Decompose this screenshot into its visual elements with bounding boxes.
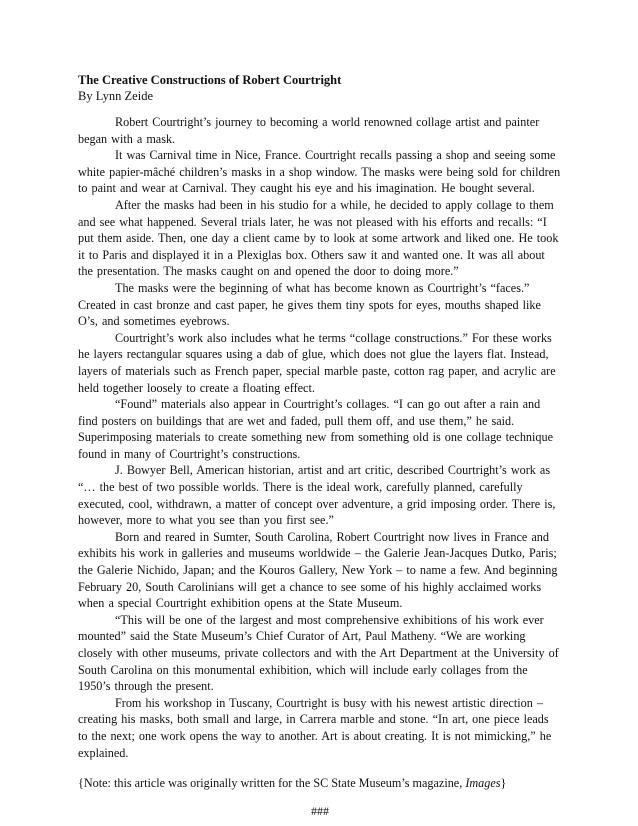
- paragraph: The masks were the beginning of what has become known as Courtright’s “faces.” Created in cast bronze and cast paper, he gives them tiny spots for eyes, mouths shaped like O’s, and sometimes eyebrows.: [78, 280, 541, 329]
- paragraph: “Found” materials also appear in Courtright’s collages. “I can go out after a rain and find posters on buildings that are wet and faded, pull them off, and use them,” he said. Superimposing materials to create something new from something old is one collage technique found in many of Courtright’s constructions.: [78, 397, 554, 461]
- paragraph: “This will be one of the largest and most comprehensive exhibitions of his work ever mounted” said the State Museum’s Chief Curator of Art, Paul Matheny. “We are working closely with other museums, private collectors and with the Art Department at the University of South Carolina on this monumental exhibition, which will include early collages from the 1950’s through the present.: [78, 612, 559, 694]
- paragraph: J. Bowyer Bell, American historian, artist and art critic, described Courtright’s work as “… the best of two possible worlds. There is the ideal work, carefully planned, carefully executed, cool, withdrawn, a matter of concept over adventure, a grid imposing order. There is, however, more to what you see than you first see.”: [78, 463, 556, 528]
- article: [78, 72, 562, 819]
- paragraph: After the masks had been in his studio for a while, he decided to apply collage to them and see what happened. Several trials later, he was not pleased with his efforts and recalls: “I put them aside. Then, one day a client came by to look at some artwork and liked one. He took it to Paris and displayed it in a Plexiglas box. Others saw it and wanted one. It was all about the presentation. The masks caught on and opened the door to doing more.”: [78, 197, 559, 279]
- article-title: The Creative Constructions of Robert Courtright: [78, 73, 342, 87]
- magazine-name: Images: [465, 776, 501, 791]
- paragraph: From his workshop in Tuscany, Courtright is busy with his newest artistic direction – creating his masks, both small and large, in Carrera marble and stone. “In art, one piece leads to the next; one work opens the way to another. Art is about creating. It is not mimicking,” he explained.: [78, 695, 552, 760]
- end-mark: ###: [311, 804, 329, 819]
- note-prefix: {Note: this article was originally written for the SC State Museum’s magazine,: [78, 776, 466, 791]
- note-suffix: }: [500, 776, 507, 791]
- paragraph: It was Carnival time in Nice, France. Courtright recalls passing a shop and seeing some white papier-mâché children’s masks in a shop window. The masks were being sold for children to paint and wear at Carnival. They caught his eye and his imagination. He bought several.: [78, 148, 561, 196]
- paragraph: Courtright’s work also includes what he terms “collage constructions.” For these works he layers rectangular squares using a dab of glue, which does not glue the layers flat. Instead, layers of materials such as French paper, special marble paste, cotton rag paper, and acrylic are held together loosely to create a floating effect.: [78, 330, 556, 395]
- editor-note: [78, 775, 562, 791]
- article-body: [78, 114, 562, 761]
- article-byline: By Lynn Zeide: [78, 89, 153, 103]
- paragraph: Robert Courtright’s journey to becoming a world renowned collage artist and painter began with a mask.: [78, 115, 540, 146]
- paragraph: Born and reared in Sumter, South Carolina, Robert Courtright now lives in France and exhibits his work in galleries and museums worldwide – the Galerie Jean-Jacques Dutko, Paris; the Galerie Nichido, Japan; and the Kouros Gallery, New York – to name a few. And beginning February 20, South Carolinians will get a chance to see some of his highly acclaimed works when a special Courtright exhibition opens at the State Museum.: [78, 529, 558, 611]
